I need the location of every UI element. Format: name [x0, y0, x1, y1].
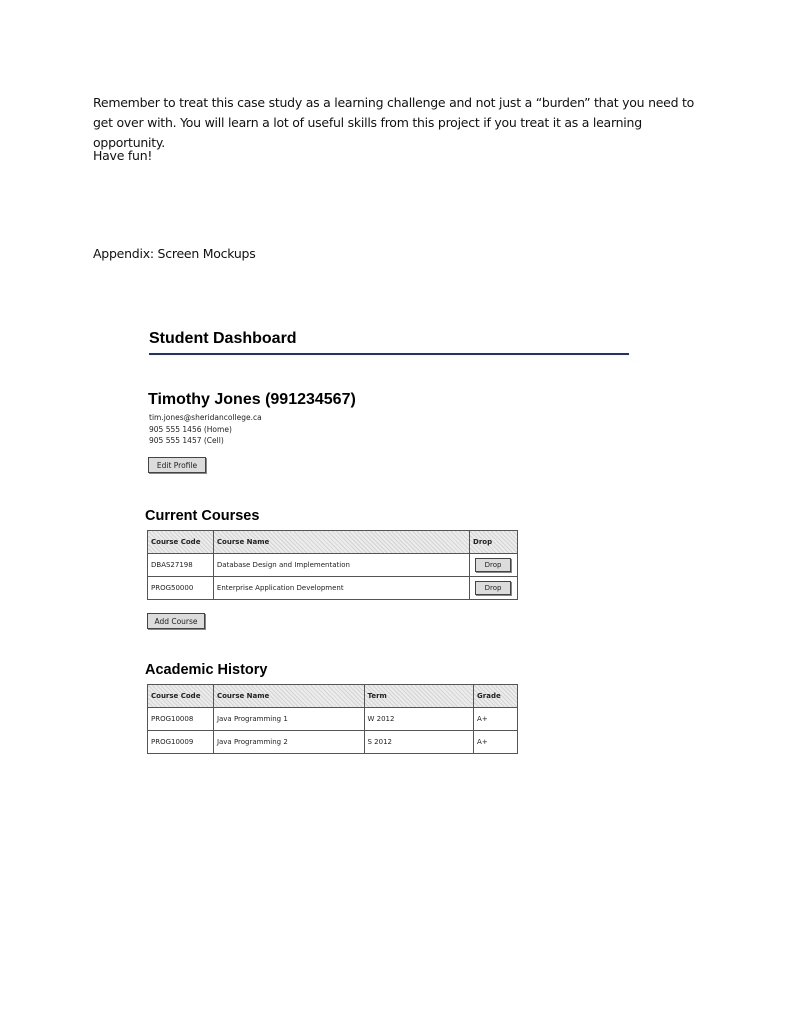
course-name-cell: Java Programming 1	[213, 708, 364, 731]
student-phone-cell: 905 555 1457 (Cell)	[149, 436, 224, 446]
term-cell: S 2012	[364, 731, 474, 754]
student-phone-home: 905 555 1456 (Home)	[149, 424, 232, 434]
appendix-heading: Appendix: Screen Mockups	[93, 246, 256, 261]
student-email: tim.jones@sheridancollege.ca	[149, 413, 262, 422]
intro-paragraph: Remember to treat this case study as a learning challenge and not just a “burden” that you need to get over with. You will learn a lot of useful skills from this project if you treat it as a learning opportunity.	[93, 95, 695, 150]
table-row	[148, 554, 518, 577]
column-header: Drop	[470, 531, 518, 554]
drop-cell	[470, 554, 518, 577]
have-fun-text: Have fun!	[93, 148, 153, 163]
grade-cell: A+	[474, 708, 518, 731]
column-header: Term	[364, 685, 474, 708]
column-header: Course Name	[213, 531, 469, 554]
column-header: Grade	[474, 685, 518, 708]
course-code-cell: PROG50000	[148, 577, 214, 600]
page-title: Student Dashboard	[149, 330, 297, 347]
academic-history-title: Academic History	[145, 662, 268, 678]
table-header-row	[148, 531, 518, 554]
table-header-row	[148, 685, 518, 708]
edit-profile-button[interactable]: Edit Profile	[148, 457, 206, 473]
current-courses-title: Current Courses	[145, 508, 260, 524]
current-courses-table	[147, 530, 518, 600]
table-row	[148, 577, 518, 600]
student-name: Timothy Jones (991234567)	[148, 391, 356, 408]
column-header: Course Name	[213, 685, 364, 708]
course-code-cell: PROG10009	[148, 731, 214, 754]
academic-history-table	[147, 684, 518, 754]
column-header: Course Code	[148, 531, 214, 554]
course-code-cell: PROG10008	[148, 708, 214, 731]
add-course-button[interactable]: Add Course	[147, 613, 205, 629]
student-contact	[149, 412, 262, 447]
drop-cell	[470, 577, 518, 600]
term-cell: W 2012	[364, 708, 474, 731]
course-name-cell: Database Design and Implementation	[213, 554, 469, 577]
title-divider	[149, 353, 629, 355]
course-name-cell: Enterprise Application Development	[213, 577, 469, 600]
drop-button[interactable]: Drop	[475, 581, 511, 595]
course-name-cell: Java Programming 2	[213, 731, 364, 754]
grade-cell: A+	[474, 731, 518, 754]
drop-button[interactable]: Drop	[475, 558, 511, 572]
table-row	[148, 708, 518, 731]
table-row	[148, 731, 518, 754]
column-header: Course Code	[148, 685, 214, 708]
course-code-cell: DBAS27198	[148, 554, 214, 577]
